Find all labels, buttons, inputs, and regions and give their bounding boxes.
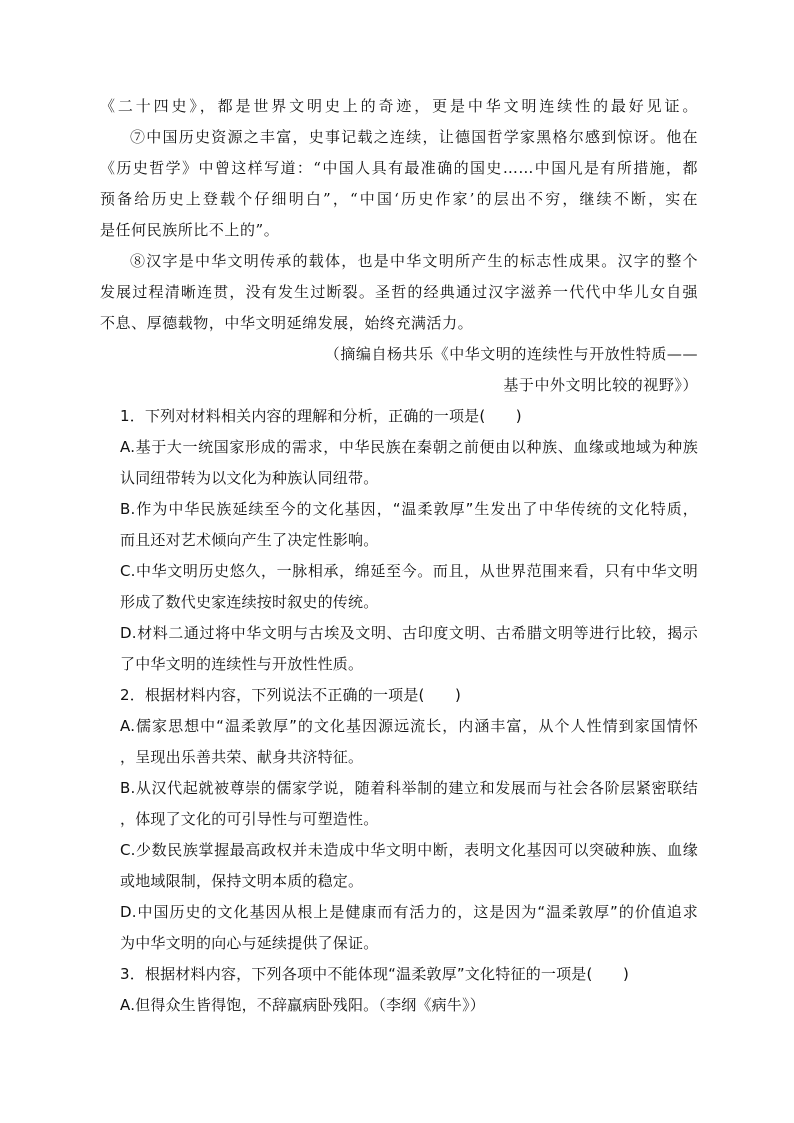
question-2-option-b: B.从汉代起就被尊崇的儒家学说，随着科举制的建立和发展而与社会各阶层紧密联结 [120,779,698,797]
question-1-option-c: 形成了数代史家连续按时叙史的传统。 [120,593,379,611]
question-2-option-d: D.中国历史的文化基因从根上是健康而有活力的，这是因为“温柔敦厚”的价值追求 [120,903,698,921]
question-1-option-d: 了中华文明的连续性与开放性性质。 [120,655,364,673]
paragraph-8-line: ⑧汉字是中华文明传承的载体，也是中华文明所产生的标志性成果。汉字的整个 [130,252,698,270]
question-2-option-a: A.儒家思想中“温柔敦厚”的文化基因源远流长，内涵丰富，从个人性情到家国情怀 [120,717,698,735]
question-2-option-a: ，呈现出乐善共荣、献身共济特征。 [120,748,364,766]
paragraph-8-line: 不息、厚德载物，中华文明延绵发展，始终充满活力。 [100,314,474,332]
passage-line: 《二十四史》，都是世界文明史上的奇迹，更是中华文明连续性的最好见证。 [100,97,698,115]
question-1-option-a: 认同纽带转为以文化为种族认同纽带。 [120,469,379,487]
question-1-option-b: 而且还对艺术倾向产生了决定性影响。 [120,531,379,549]
question-1-option-d: D.材料二通过将中华文明与古埃及文明、古印度文明、古希腊文明等进行比较，揭示 [120,624,698,642]
paragraph-7-line: 《历史哲学》中曾这样写道：“中国人具有最准确的国史……中国凡是有所措施，都 [100,159,698,177]
question-1-option-c: C.中华文明历史悠久，一脉相承，绵延至今。而且，从世界范围来看，只有中华文明 [120,562,698,580]
question-2-option-b: ，体现了文化的可引导性与可塑造性。 [120,810,379,828]
question-1-stem: 1．下列对材料相关内容的理解和分析，正确的一项是( ) [120,407,522,425]
question-1-option-b: B.作为中华民族延续至今的文化基因，“温柔敦厚”生发出了中华传统的文化特质， [120,500,698,518]
question-3-stem: 3．根据材料内容，下列各项中不能体现“温柔敦厚”文化特征的一项是( ) [120,965,629,983]
question-2-stem: 2．根据材料内容，下列说法不正确的一项是( ) [120,686,462,704]
source-citation-line: 基于中外文明比较的视野》） [503,376,698,394]
paragraph-7-line: ⑦中国历史资源之丰富，史事记载之连续，让德国哲学家黑格尔感到惊讶。他在 [130,128,698,146]
question-2-option-c: 或地域限制，保持文明本质的稳定。 [120,872,364,890]
question-3-option-a: A.但得众生皆得饱，不辞羸病卧残阳。（李纲《病牛》） [120,996,485,1014]
question-2-option-c: C.少数民族掌握最高政权并未造成中华文明中断，表明文化基因可以突破种族、血缘 [120,841,698,859]
paragraph-7-line: 预备给历史上登载个仔细明白”，“中国‘历史作家’的层出不穷，继续不断，实在 [100,190,698,208]
question-1-option-a: A.基于大一统国家形成的需求，中华民族在秦朝之前便由以种族、血缘或地域为种族 [120,438,698,456]
question-2-option-d: 为中华文明的向心与延续提供了保证。 [120,934,379,952]
paragraph-7-line: 是任何民族所比不上的”。 [100,221,280,239]
paragraph-8-line: 发展过程清晰连贯，没有发生过断裂。圣哲的经典通过汉字滋养一代代中华儿女自强 [100,283,698,301]
source-citation-line: （摘编自杨共乐《中华文明的连续性与开放性特质—— [324,345,698,363]
